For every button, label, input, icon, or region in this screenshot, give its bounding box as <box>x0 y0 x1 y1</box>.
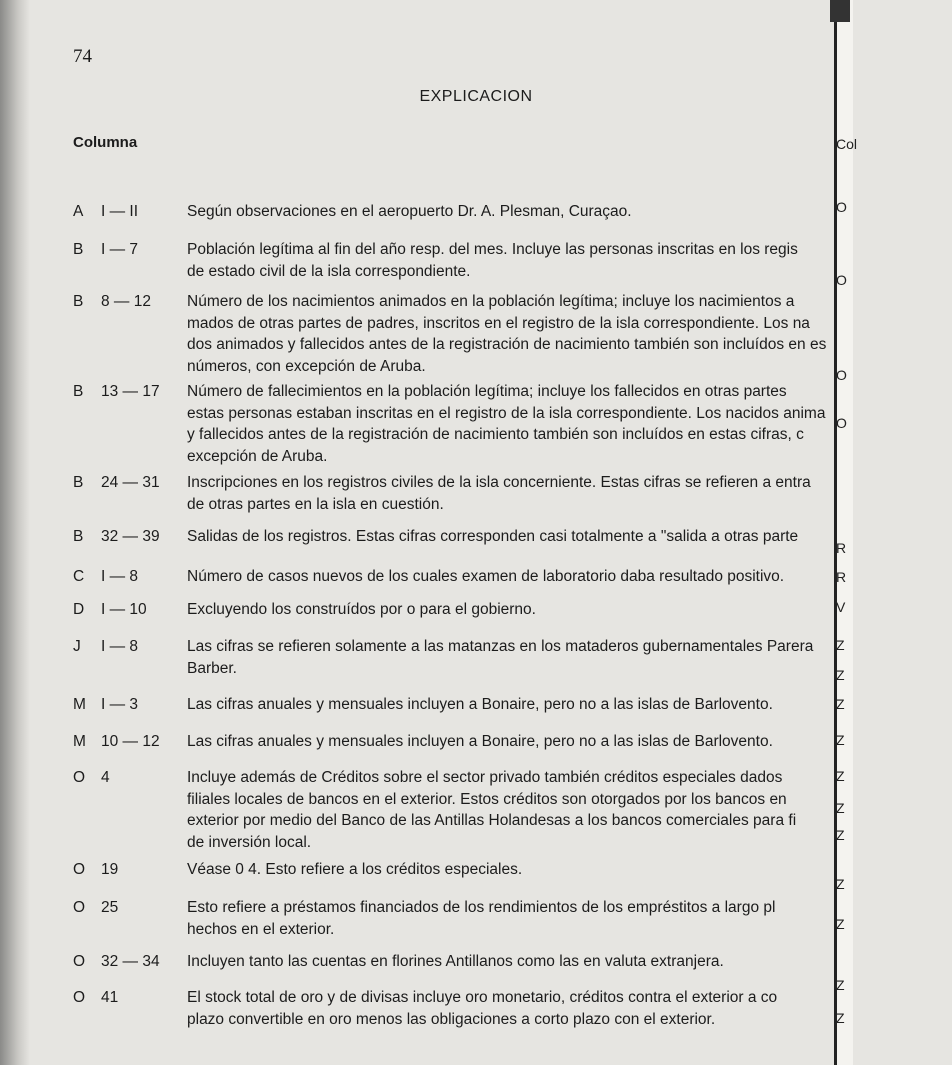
next-page-margin-text: Z <box>836 916 845 932</box>
column-code <box>73 239 185 261</box>
column-code <box>73 767 185 789</box>
column-letter: B <box>73 241 84 258</box>
entry-description: Población legítima al fin del año resp. del mes. Incluye las personas inscritas en los regis de estado civil de la isla correspondiente. <box>187 241 798 280</box>
column-code <box>73 636 185 658</box>
entry <box>73 472 833 515</box>
column-code <box>73 859 185 881</box>
column-letter: J <box>73 638 81 655</box>
column-letter: O <box>73 769 86 786</box>
entry-description: Número de los nacimientos animados en la población legítima; incluye los nacimientos a mados de otras partes de padres, inscritos en el registro de la isla correspondiente. Los na dos animados y fallecidos antes de la registración de nacimiento también son incluídos en es números, con excepción de Aruba. <box>187 293 827 375</box>
next-page-margin-text: O <box>836 272 847 288</box>
entry <box>73 859 833 881</box>
next-page-margin-text: Z <box>836 768 845 784</box>
entry <box>73 291 833 377</box>
column-code <box>73 291 185 313</box>
column-range: 32 — 34 <box>101 953 160 970</box>
entry <box>73 566 833 588</box>
column-code <box>73 381 185 403</box>
next-page-margin-text: Z <box>836 637 845 653</box>
column-range: 19 <box>101 861 119 878</box>
entry <box>73 987 833 1030</box>
entry <box>73 201 833 223</box>
entry-description: Incluye además de Créditos sobre el sector privado también créditos especiales dados filiales locales de bancos en el exterior. Estos créditos son otorgados por los bancos en exterior por medio del Banco de las Antillas Holandesas a los bancos comerciales para fi de inversión local. <box>187 769 797 851</box>
next-page-margin-text: R <box>836 540 847 556</box>
entry-description: El stock total de oro y de divisas incluye oro monetario, créditos contra el exterior a co plazo convertible en oro menos las obligaciones a corto plazo con el exterior. <box>187 989 778 1028</box>
next-page-margin-text: Z <box>836 667 845 683</box>
column-range: 13 — 17 <box>101 383 160 400</box>
next-page-margin-text: Z <box>836 800 845 816</box>
column-letter: C <box>73 568 85 585</box>
column-range: 24 — 31 <box>101 474 160 491</box>
entry-description: Inscripciones en los registros civiles de la isla concerniente. Estas cifras se refieren a entra de otras partes en la isla en cuestión. <box>187 474 811 513</box>
column-range: 10 — 12 <box>101 733 160 750</box>
next-page-margin-text: Z <box>836 827 845 843</box>
next-page-edge <box>834 0 853 1065</box>
entry-description: Las cifras anuales y mensuales incluyen a Bonaire, pero no a las islas de Barlovento. <box>187 696 773 713</box>
next-page-margin-text: Z <box>836 977 845 993</box>
column-letter: D <box>73 601 85 618</box>
next-page-margin-text: Col <box>836 136 858 152</box>
next-page-margin-text: O <box>836 415 847 431</box>
column-code <box>73 526 185 548</box>
column-range: 25 <box>101 899 119 916</box>
column-letter: O <box>73 953 86 970</box>
next-page-margin-text: Z <box>836 696 845 712</box>
column-range: I — 8 <box>101 638 139 655</box>
column-letter: M <box>73 696 86 713</box>
entry-description: Esto refiere a préstamos financiados de los rendimientos de los empréstitos a largo pl hechos en el exterior. <box>187 899 776 938</box>
column-range: I — II <box>101 203 139 220</box>
column-code <box>73 472 185 494</box>
column-code <box>73 951 185 973</box>
entry-description: Véase 0 4. Esto refiere a los créditos especiales. <box>187 861 523 878</box>
entry <box>73 951 833 973</box>
column-range: 41 <box>101 989 119 1006</box>
column-letter: O <box>73 899 86 916</box>
entry <box>73 599 833 621</box>
column-letter: B <box>73 293 84 310</box>
column-range: 32 — 39 <box>101 528 160 545</box>
column-letter: A <box>73 203 84 220</box>
column-code <box>73 897 185 919</box>
column-range: I — 3 <box>101 696 139 713</box>
entry <box>73 767 833 853</box>
next-page-margin-text: R <box>836 569 847 585</box>
page-title: EXPLICACION <box>419 88 533 105</box>
column-range: I — 10 <box>101 601 147 618</box>
next-page-margin-text: O <box>836 199 847 215</box>
column-range: I — 7 <box>101 241 139 258</box>
entry-description: Las cifras se refieren solamente a las matanzas en los mataderos gubernamentales Parera Barber. <box>187 638 814 677</box>
entry <box>73 239 833 282</box>
next-page-margin-text: Z <box>836 732 845 748</box>
column-letter: B <box>73 474 84 491</box>
entry <box>73 897 833 940</box>
column-letter: B <box>73 383 84 400</box>
column-range: I — 8 <box>101 568 139 585</box>
page-edge-strip <box>830 0 850 22</box>
column-code <box>73 201 185 223</box>
entry <box>73 381 833 467</box>
entry-description: Las cifras anuales y mensuales incluyen a Bonaire, pero no a las islas de Barlovento. <box>187 733 773 750</box>
column-code <box>73 731 185 753</box>
column-code <box>73 599 185 621</box>
entry <box>73 526 833 548</box>
column-letter: B <box>73 528 84 545</box>
entry-description: Incluyen tanto las cuentas en florines Antillanos como las en valuta extranjera. <box>187 953 724 970</box>
entry <box>73 636 833 679</box>
next-page-margin-text: O <box>836 367 847 383</box>
column-range: 4 <box>101 769 110 786</box>
entry-description: Número de casos nuevos de los cuales examen de laboratorio daba resultado positivo. <box>187 568 785 585</box>
entry <box>73 731 833 753</box>
column-code <box>73 694 185 716</box>
column-letter: O <box>73 989 86 1006</box>
column-letter: O <box>73 861 86 878</box>
page-number: 74 <box>73 46 92 67</box>
entry <box>73 694 833 716</box>
next-page-margin-text: Z <box>836 876 845 892</box>
column-range: 8 — 12 <box>101 293 151 310</box>
column-header: Columna <box>73 134 138 151</box>
entry-description: Excluyendo los construídos por o para el gobierno. <box>187 601 536 618</box>
entry-description: Según observaciones en el aeropuerto Dr. A. Plesman, Curaçao. <box>187 203 632 220</box>
entry-description: Número de fallecimientos en la población legítima; incluye los fallecidos en otras partes estas personas estaban inscritas en el registro de la isla correspondiente. Los nacidos anima y fallecidos antes de la registración de nacimiento también son incluídos en estas cifras, c excepción de Aruba. <box>187 383 826 465</box>
column-letter: M <box>73 733 86 750</box>
column-code <box>73 987 185 1009</box>
next-page-margin-text: Z <box>836 1010 845 1026</box>
next-page-margin-text: V <box>836 599 846 615</box>
column-code <box>73 566 185 588</box>
entry-description: Salidas de los registros. Estas cifras corresponden casi totalmente a "salida a otras parte <box>187 528 799 545</box>
book-binding-shadow <box>0 0 30 1065</box>
